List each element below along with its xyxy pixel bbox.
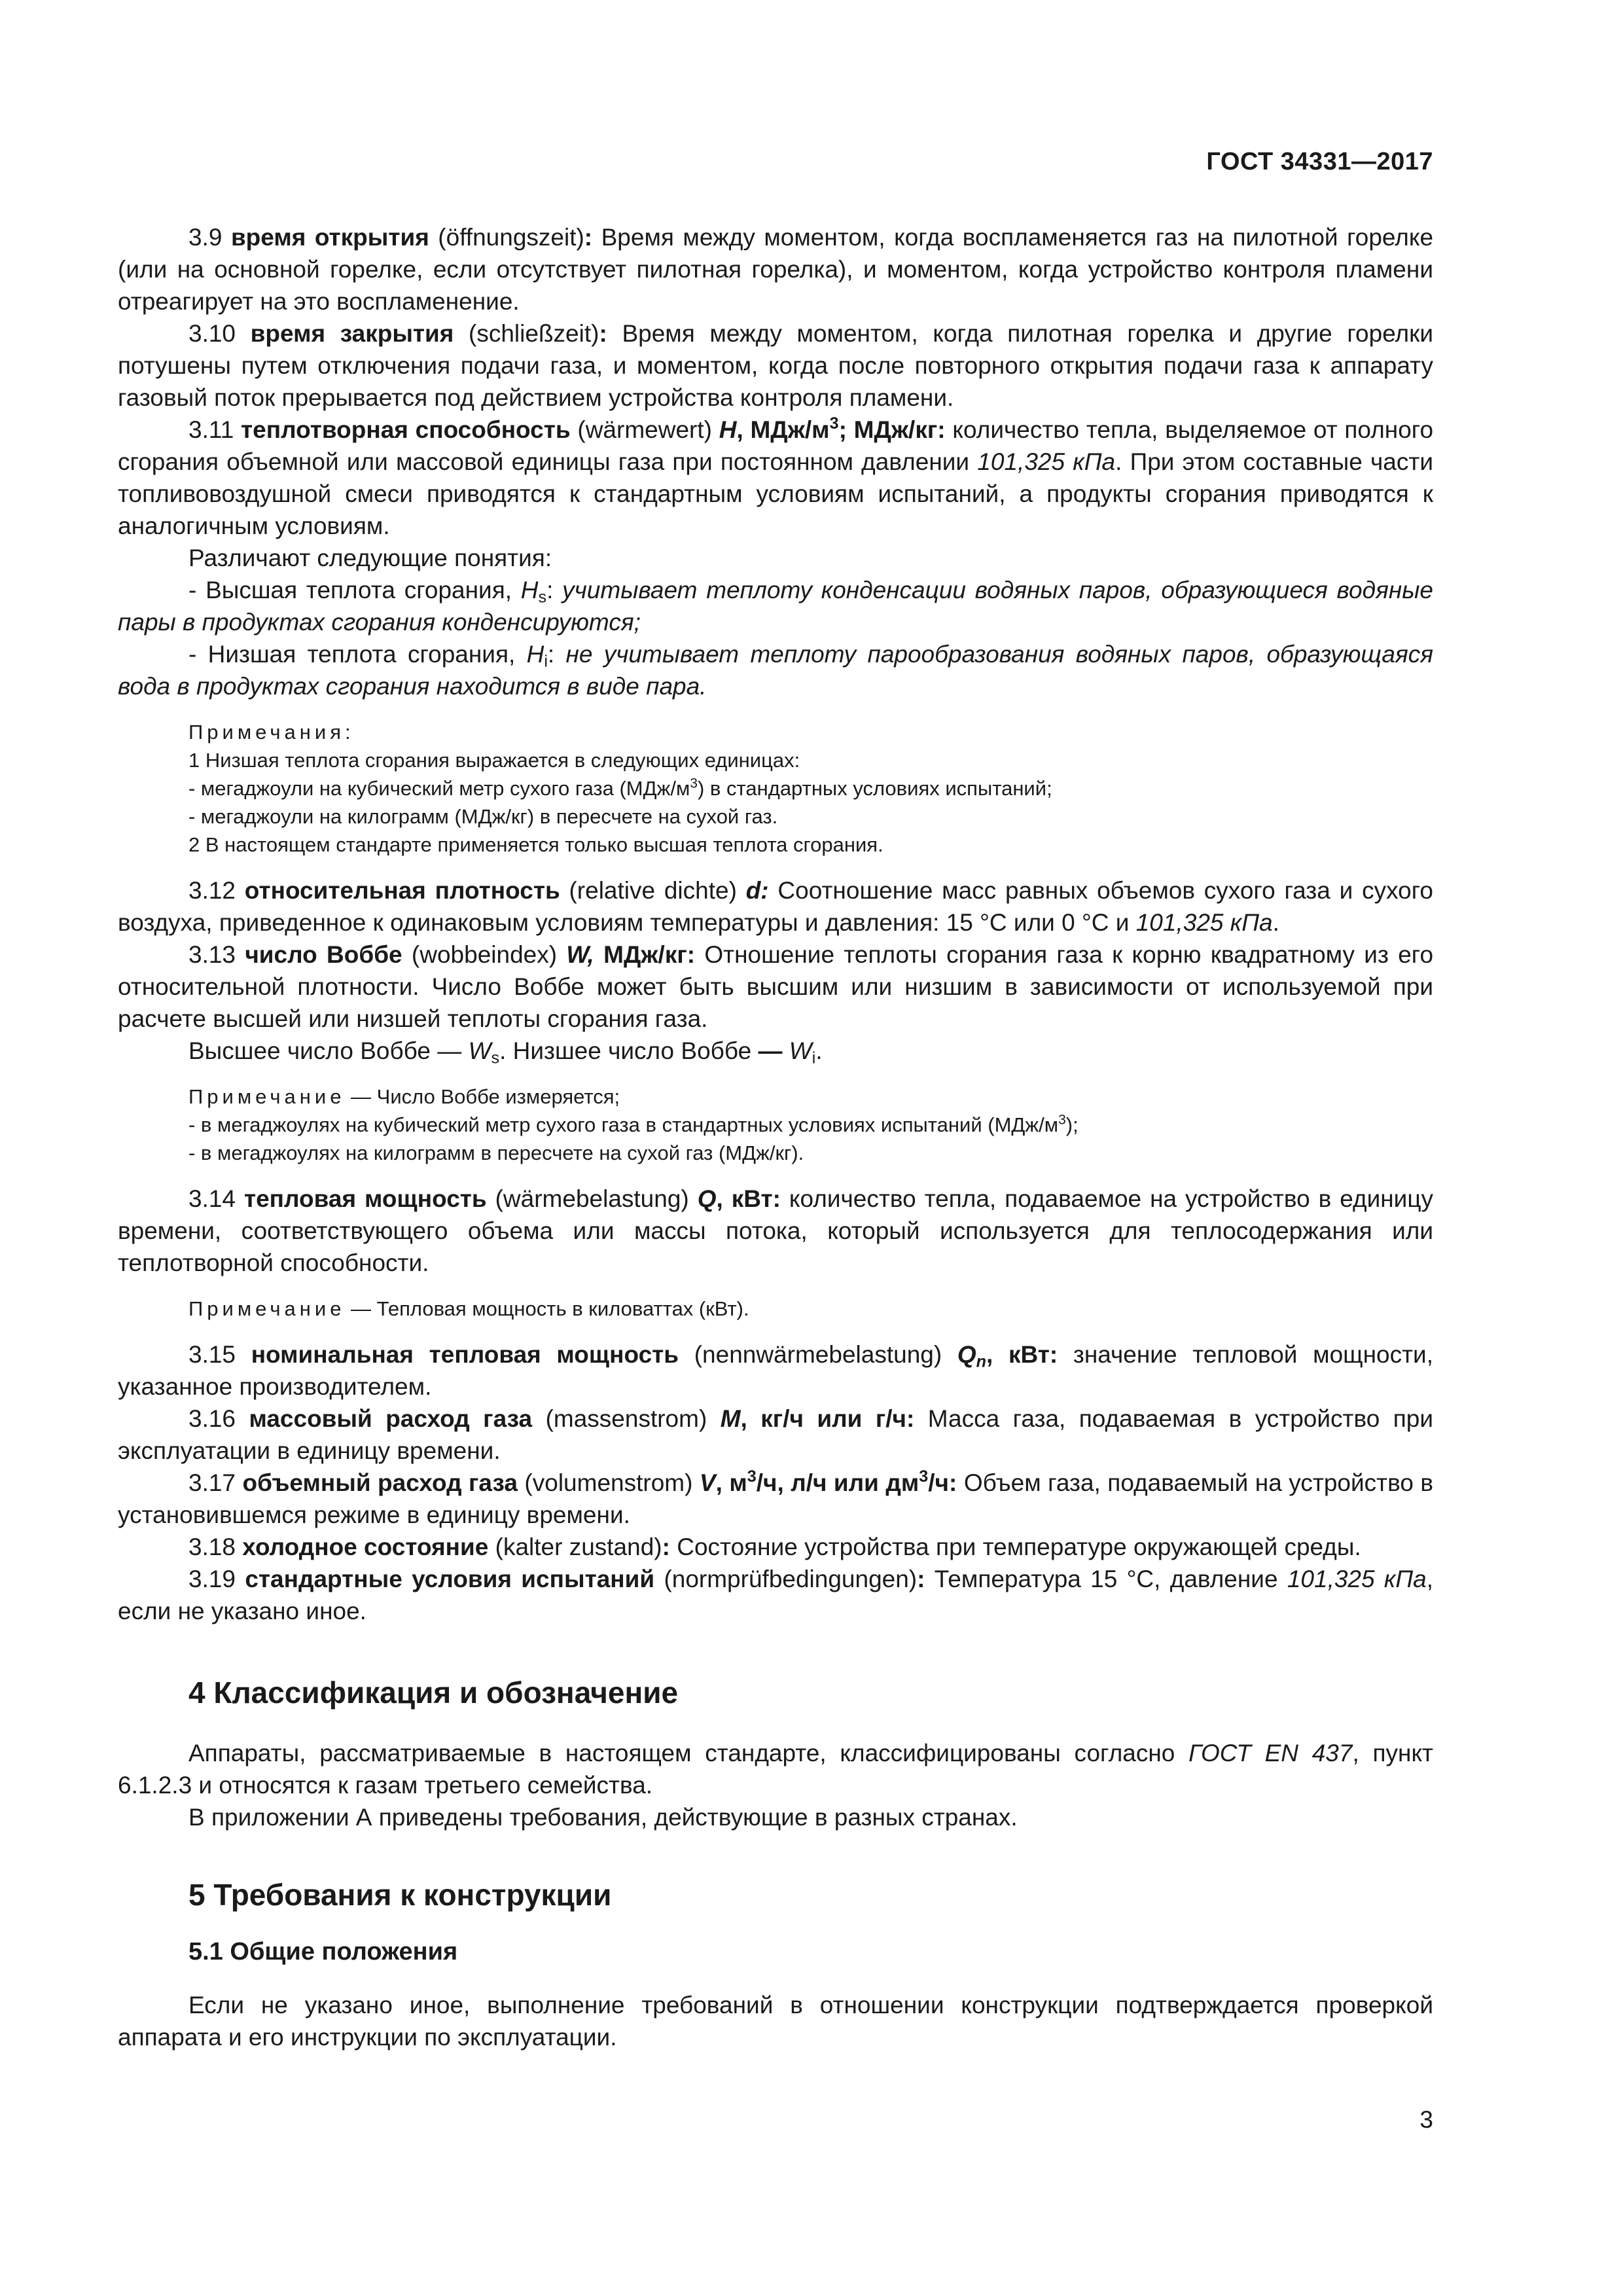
- notes-calorific: [118, 718, 1433, 859]
- superscript: 3: [1058, 1112, 1066, 1128]
- section-4-paragraph-2: В приложении А приведены требования, действующие в разных странах.: [188, 1804, 1018, 1831]
- term-symbol: V: [699, 1469, 716, 1496]
- symbol: H: [526, 641, 544, 668]
- section-4-paragraph: [118, 1737, 1433, 1801]
- document-page: [118, 0, 1433, 2296]
- symbol: H: [520, 577, 539, 603]
- pressure-value: 101,325 кПа: [977, 448, 1116, 475]
- term-3-14: [118, 1183, 1433, 1279]
- symbol: W: [789, 1037, 812, 1064]
- paragraph-text: , пункт 6.1.2.3 и относятся к газам третьего семейства.: [118, 1740, 1433, 1799]
- term-definition: Состояние устройства при температуре окружающей среды.: [677, 1534, 1361, 1560]
- term-name: время закрытия: [250, 320, 454, 347]
- clause-number: 3.16: [188, 1405, 236, 1432]
- note-text: );: [1065, 1113, 1079, 1136]
- clause-number: 3.12: [188, 877, 236, 904]
- section-4-heading: 4 Классификация и обозначение: [188, 1676, 679, 1710]
- notes-power: [118, 1295, 1433, 1323]
- subsection-5-1-heading: 5.1 Общие положения: [188, 1938, 458, 1965]
- term-colon: :: [917, 1566, 925, 1592]
- clause-number: 3.13: [188, 941, 236, 968]
- term-units: /ч, л/ч или дм: [756, 1469, 919, 1496]
- term-3-19: [118, 1563, 1433, 1627]
- term-name: тепловая мощность: [243, 1185, 487, 1212]
- wobbe-text: . Низшее число Воббе: [499, 1037, 758, 1064]
- note-text: ) в стандартных условиях испытаний;: [698, 777, 1052, 800]
- note-line: 2 В настоящем стандарте применяется только высшая теплота сгорания.: [188, 833, 883, 856]
- term-name: стандартные условия испытаний: [245, 1566, 655, 1592]
- subscript: s: [491, 1049, 500, 1067]
- term-definition: Время между моментом, когда пилотная горелка и другие горелки потушены путем отключения подачи газа, и моментом, когда после повторного открытия подачи газа к аппарату газовый поток прерывается под действием устройства контроля пламени.: [118, 320, 1433, 411]
- distinguish-text: Различают следующие понятия:: [188, 545, 552, 571]
- note-text: — Число Воббе измеряется;: [345, 1085, 620, 1108]
- term-3-17: [118, 1467, 1433, 1531]
- wobbe-text: Высшее число Воббе —: [188, 1037, 469, 1064]
- term-units: , кВт:: [986, 1341, 1058, 1368]
- term-definition: Время между моментом, когда воспламеняется газ на пилотной горелке (или на основной горелке, если отсутствует пилотная горелка), и моментом, когда устройство контроля пламени отреагирует на это воспламенение.: [118, 224, 1434, 315]
- term-3-11: [118, 414, 1433, 542]
- note-line: - мегаджоули на килограмм (МДж/кг) в пересчете на сухой газ.: [188, 805, 778, 828]
- notes-wobbe: [118, 1083, 1433, 1167]
- page-content: [118, 221, 1433, 2053]
- subscript: n: [976, 1352, 987, 1371]
- term-foreign: (normprüfbedingungen): [664, 1566, 918, 1592]
- term-3-18: [118, 1531, 1433, 1563]
- term-definition: Отношение теплоты сгорания газа к корню квадратному из его относительной плотности. Число Воббе может быть высшим или низшим в зависимости от используемой при расчете высшей или низшей теплоты сгорания газа.: [118, 941, 1434, 1032]
- term-symbol: d:: [745, 877, 769, 904]
- subscript: s: [538, 588, 547, 607]
- term-colon: :: [662, 1534, 670, 1560]
- term-name: номинальная тепловая мощность: [251, 1341, 679, 1368]
- item-lead: - Высшая теплота сгорания,: [188, 577, 521, 603]
- term-3-16: [118, 1403, 1433, 1467]
- term-units: /ч:: [928, 1469, 957, 1496]
- term-3-13: [118, 939, 1433, 1035]
- term-name: массовый расход газа: [249, 1405, 533, 1432]
- note-text: - в мегаджоулях на кубический метр сухого газа в стандартных условиях испытаний (МДж/м: [188, 1113, 1059, 1136]
- note-line: [118, 774, 1433, 802]
- term-definition: Соотношение масс равных объемов сухого газа и сухого воздуха, приведенное к одинаковым условиям температуры и давления: 15 °С или 0 °С и: [118, 877, 1433, 936]
- term-units: , кВт:: [716, 1185, 781, 1212]
- term-foreign: (wobbeindex): [411, 941, 558, 968]
- item-text: учитывает теплоту конденсации водяных паров, образующиеся водяные пары в продуктах сгорания конденсируются;: [118, 577, 1433, 636]
- superscript: 3: [747, 1467, 757, 1486]
- wobbe-text: .: [815, 1037, 823, 1064]
- note-label: Примечания:: [188, 721, 355, 744]
- term-name: время открытия: [230, 224, 429, 251]
- clause-number: 3.10: [188, 320, 236, 347]
- note-line: 1 Низшая теплота сгорания выражается в следующих единицах:: [188, 749, 800, 772]
- note-label: Примечание: [188, 1297, 346, 1320]
- section-5-1-paragraph: Если не указано иное, выполнение требований в отношении конструкции подтверждается проверкой аппарата и его инструкции по эксплуатации.: [118, 1992, 1433, 2051]
- term-definition: количество тепла, выделяемое от полного сгорания объемной или массовой единицы газа при постоянном давлении: [118, 416, 1434, 475]
- item-colon: :: [547, 641, 566, 668]
- term-foreign: (relative dichte): [569, 877, 737, 904]
- term-foreign: (schließzeit): [469, 320, 599, 347]
- term-colon: :: [599, 320, 607, 347]
- term-name: теплотворная способность: [241, 416, 571, 443]
- term-symbol: W,: [566, 941, 594, 968]
- term-foreign: (kalter zustand): [495, 1534, 662, 1560]
- note-label: Примечание: [188, 1085, 346, 1108]
- term-foreign: (volumenstrom): [524, 1469, 693, 1496]
- clause-number: 3.15: [188, 1341, 236, 1368]
- note-line: - в мегаджоулях на килограмм в пересчете на сухой газ (МДж/кг).: [188, 1141, 804, 1164]
- note-line: [118, 1083, 1433, 1111]
- term-foreign: (wärmebelastung): [495, 1185, 689, 1212]
- note-text: — Тепловая мощность в киловаттах (кВт).: [345, 1297, 749, 1320]
- pressure-value: 101,325 кПа: [1135, 909, 1273, 936]
- term-definition: . При этом составные части топливовоздушной смеси приводятся к стандартным условиям испытаний, а продукты сгорания приводятся к аналогичным условиям.: [118, 448, 1434, 539]
- term-symbol: H: [719, 416, 737, 443]
- term-3-9: [118, 221, 1433, 317]
- note-text: - мегаджоули на кубический метр сухого газа (МДж/м: [188, 777, 690, 800]
- symbol: W: [468, 1037, 491, 1064]
- term-foreign: (wärmewert): [577, 416, 712, 443]
- term-3-12: [118, 874, 1433, 939]
- term-definition: количество тепла, подаваемое на устройство в единицу времени, соответствующего объема или массы потока, который используется для теплосодержания или теплотворной способности.: [118, 1185, 1434, 1276]
- note-line: [118, 1111, 1433, 1139]
- term-symbol: Q: [957, 1341, 976, 1368]
- item-colon: :: [546, 577, 563, 603]
- item-lead: - Низшая теплота сгорания,: [188, 641, 527, 668]
- clause-number: 3.11: [188, 416, 234, 443]
- term-end: , если не указано иное.: [118, 1566, 1434, 1624]
- page-number: 3: [1419, 2106, 1433, 2133]
- term-foreign: (massenstrom): [545, 1405, 707, 1432]
- document-code: ГОСТ 34331—2017: [1206, 148, 1433, 175]
- term-symbol: Q: [697, 1185, 717, 1212]
- item-text: не учитывает теплоту парообразования водяных паров, образующаяся вода в продуктах сгорания находится в виде пара.: [118, 641, 1433, 700]
- term-definition: Масса газа, подаваемая в устройство при эксплуатации в единицу времени.: [118, 1405, 1434, 1464]
- superscript: 3: [690, 776, 698, 791]
- net-calorific-item: [118, 638, 1433, 702]
- term-name: число Воббе: [245, 941, 402, 968]
- clause-number: 3.19: [188, 1566, 236, 1592]
- gross-calorific-item: [118, 574, 1433, 638]
- subscript: i: [812, 1049, 816, 1067]
- term-units: , м: [715, 1469, 747, 1496]
- term-units: МДж/кг:: [603, 941, 696, 968]
- term-foreign: (nennwärmebelastung): [694, 1341, 942, 1368]
- standard-reference: ГОСТ EN 437: [1188, 1740, 1353, 1767]
- wobbe-dash: —: [758, 1037, 783, 1064]
- note-line: [118, 1295, 1433, 1323]
- subscript: i: [544, 652, 548, 671]
- wobbe-line: [118, 1035, 1433, 1067]
- term-units: , МДж/м: [736, 416, 830, 443]
- term-3-15: [118, 1338, 1433, 1403]
- term-symbol: M: [720, 1405, 741, 1432]
- clause-number: 3.17: [188, 1469, 236, 1496]
- term-name: холодное состояние: [242, 1534, 489, 1560]
- term-3-10: [118, 317, 1433, 414]
- clause-number: 3.14: [188, 1185, 236, 1212]
- term-definition: значение тепловой мощности, указанное производителем.: [118, 1341, 1433, 1400]
- term-name: объемный расход газа: [242, 1469, 518, 1496]
- term-colon: :: [584, 224, 593, 251]
- pressure-value: 101,325 кПа: [1287, 1566, 1427, 1592]
- term-units: , кг/ч или г/ч:: [740, 1405, 915, 1432]
- term-name: относительная плотность: [244, 877, 560, 904]
- clause-number: 3.9: [188, 224, 223, 251]
- paragraph-text: Аппараты, рассматриваемые в настоящем стандарте, классифицированы согласно: [188, 1740, 1189, 1767]
- term-foreign: (öffnungszeit): [438, 224, 584, 251]
- superscript: 3: [919, 1467, 929, 1486]
- superscript: 3: [829, 414, 839, 433]
- term-units: ; МДж/кг:: [838, 416, 946, 443]
- term-definition: Температура 15 °С, давление: [934, 1566, 1287, 1592]
- section-5-heading: 5 Требования к конструкции: [188, 1878, 612, 1912]
- term-definition: Объем газа, подаваемый на устройство в установившемся режиме в единицу времени.: [118, 1469, 1434, 1528]
- clause-number: 3.18: [188, 1534, 236, 1560]
- term-end: .: [1272, 909, 1279, 936]
